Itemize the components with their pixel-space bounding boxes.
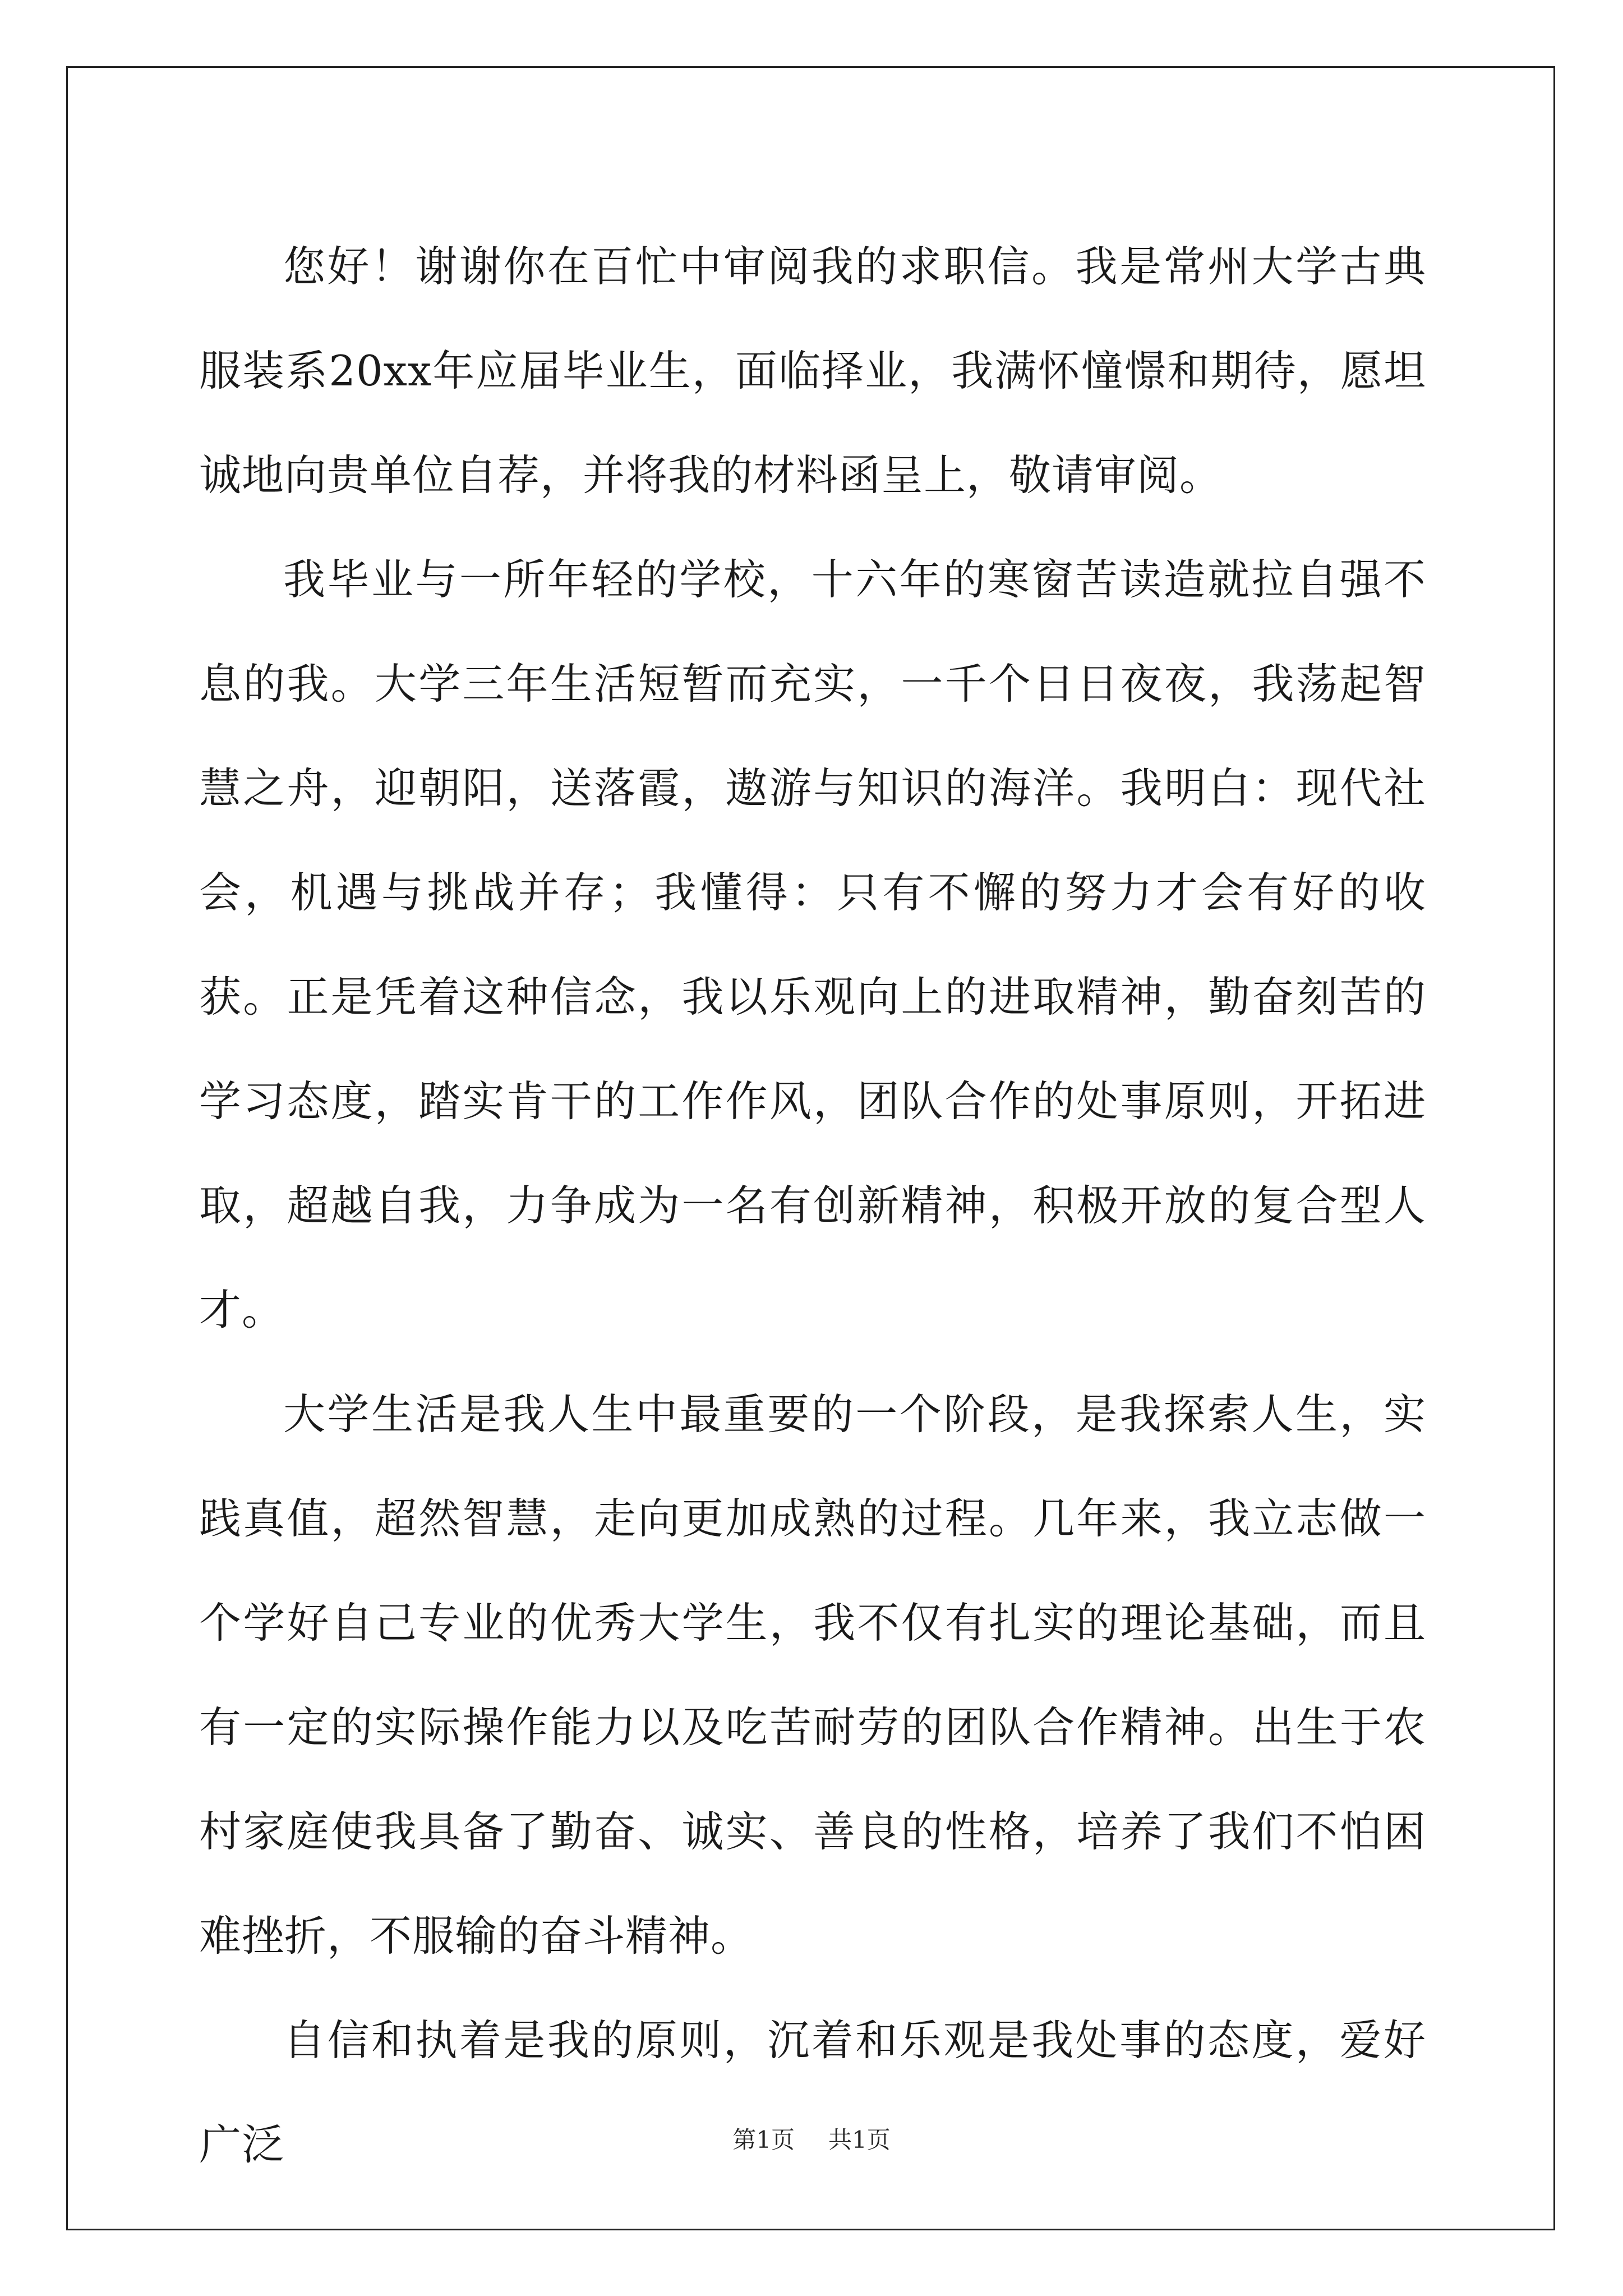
paragraph-personality: 自信和执着是我的原则，沉着和乐观是我处事的态度，爱好广泛: [199, 2016, 1426, 2169]
paragraph-education: 我毕业与一所年轻的学校，十六年的寒窗苦读造就拉自强不息的我。大学三年生活短暂而充实，一千个日日夜夜，我荡起智慧之舟，迎朝阳，送落霞，遨游与知识的海洋。我明白：现代社会，机遇与挑战并存；我懂得：只有不懈的努力才会有好的收获。正是凭着这种信念，我以乐观向上的进取精神，勤奋刻苦的学习态度，踏实肯干的工作作风，团队合作的处事原则，开拓进取，超越自我，力争成为一名有创新精神，积极开放的复合型人才。: [199, 555, 1426, 1335]
page-total: 共1页: [828, 2126, 891, 2154]
page-number: 第1页: [732, 2126, 795, 2154]
page-footer: [0, 2126, 1623, 2154]
paragraph-greeting: 您好！谢谢你在百忙中审阅我的求职信。我是常州大学古典服装系20xx年应届毕业生，面临择业，我满怀憧憬和期待，愿坦诚地向贵单位自荐，并将我的材料函呈上，敬请审阅。: [199, 242, 1426, 500]
paragraph-university-life: 大学生活是我人生中最重要的一个阶段，是我探索人生，实践真值，超然智慧，走向更加成熟的过程。几年来，我立志做一个学好自己专业的优秀大学生，我不仅有扎实的理论基础，而且有一定的实际操作能力以及吃苦耐劳的团队合作精神。出生于农村家庭使我具备了勤奋、诚实、善良的性格，培养了我们不怕困难挫折，不服输的奋斗精神。: [199, 1389, 1426, 1961]
letter-body: [199, 214, 1426, 2197]
